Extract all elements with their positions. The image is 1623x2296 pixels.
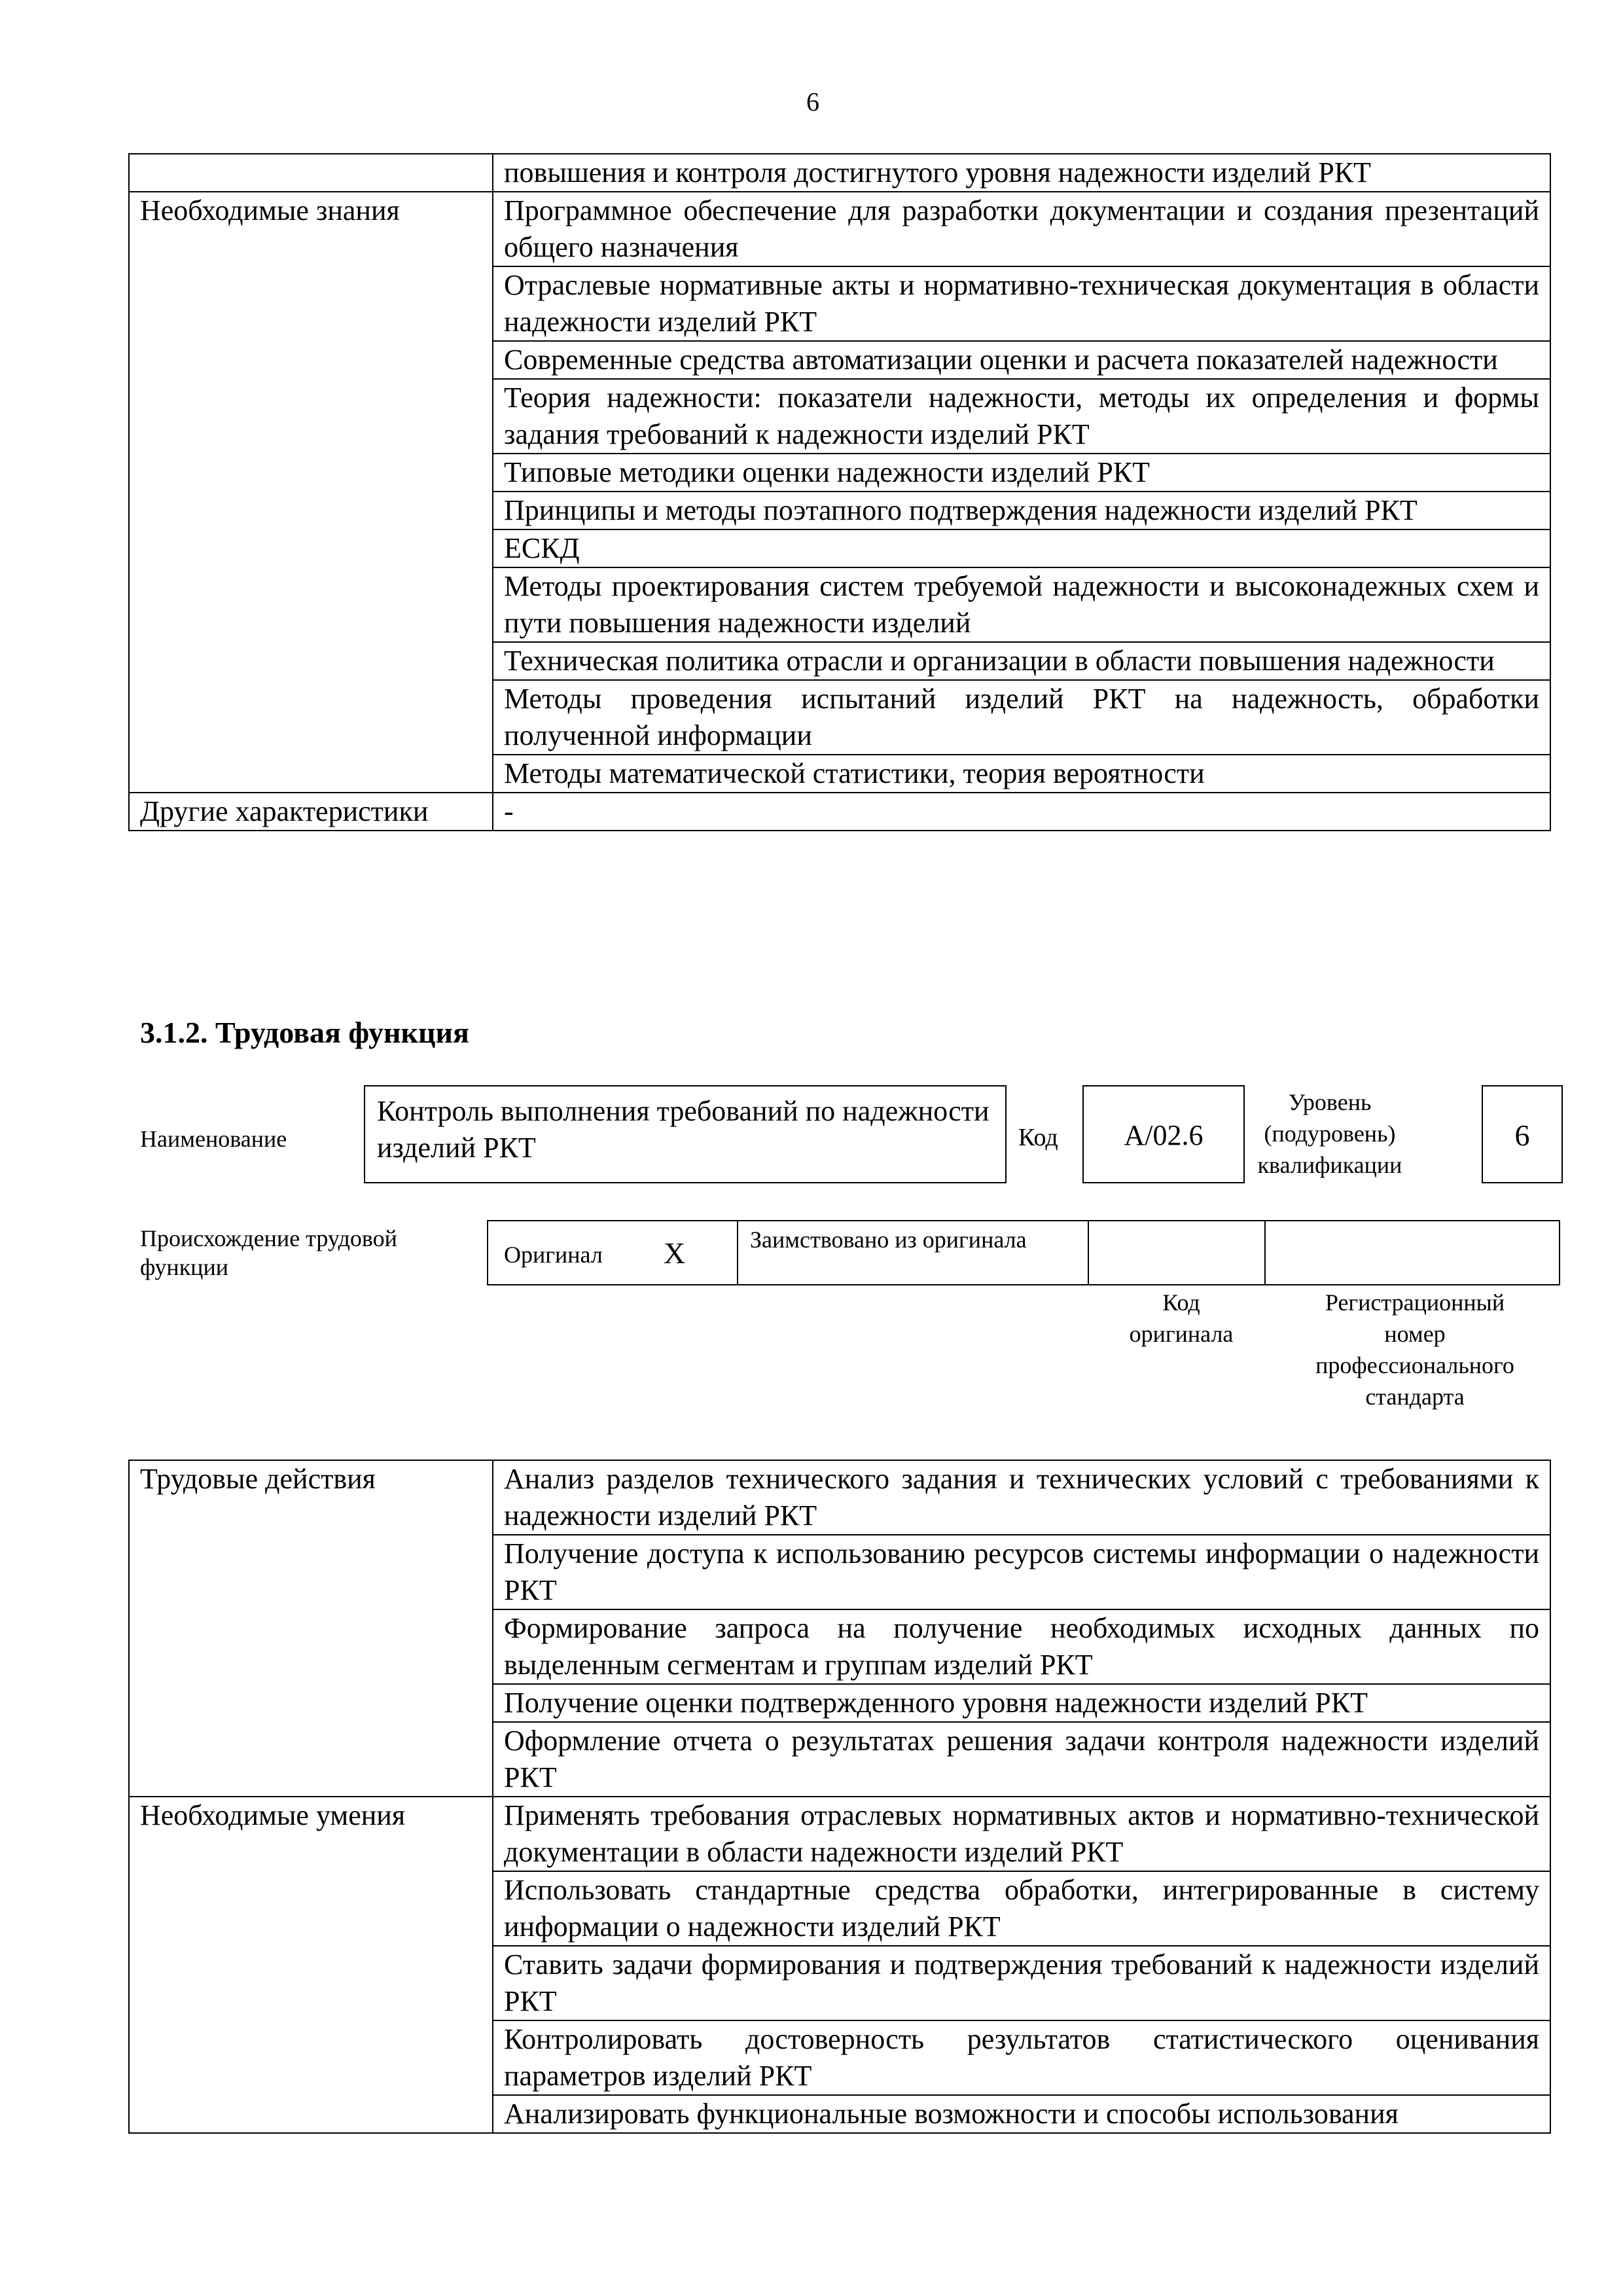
original-code-label-line: оригинала <box>1129 1321 1234 1347</box>
actions-label: Трудовые действия <box>129 1460 493 1797</box>
knowledge-label: Необходимые знания <box>129 192 493 793</box>
action-text: Получение оценки подтвержденного уровня надежности изделий РКТ <box>493 1684 1550 1722</box>
knowledge-table <box>128 153 1551 831</box>
level-value: 6 <box>1482 1085 1563 1183</box>
skill-text: Ставить задачи формирования и подтверждения требований к надежности изделий РКТ <box>493 1946 1550 2020</box>
original-code-label <box>1099 1287 1263 1350</box>
original-label: Оригинал <box>504 1242 603 1268</box>
row-text: Методы математической статистики, теория вероятности <box>493 755 1550 793</box>
row-text: Современные средства автоматизации оценки и расчета показателей надежности <box>493 341 1550 379</box>
registration-number-label <box>1277 1287 1552 1412</box>
table-row <box>129 192 1550 266</box>
name-label: Наименование <box>140 1126 287 1152</box>
original-cell <box>487 1220 738 1285</box>
borrowed-label: Заимствовано из оригинала <box>737 1220 1089 1285</box>
row-text: Принципы и методы поэтапного подтверждения надежности изделий РКТ <box>493 492 1550 529</box>
skill-text: Применять требования отраслевых нормативных актов и нормативно-технической документации в области надежности изделий РКТ <box>493 1797 1550 1871</box>
level-label-line: (подуровень) <box>1264 1121 1396 1147</box>
row-text: повышения и контроля достигнутого уровня надежности изделий РКТ <box>493 154 1550 192</box>
registration-number-cell <box>1264 1220 1560 1285</box>
origin-row <box>488 1220 1560 1285</box>
action-text: Формирование запроса на получение необходимых исходных данных по выделенным сегментам и группам изделий РКТ <box>493 1609 1550 1684</box>
row-text: Методы проведения испытаний изделий РКТ на надежность, обработки полученной информации <box>493 680 1550 755</box>
skills-label: Необходимые умения <box>129 1797 493 2133</box>
row-text: Отраслевые нормативные акты и нормативно-техническая документация в области надежности изделий РКТ <box>493 266 1550 341</box>
action-text: Анализ разделов технического задания и технических условий с требованиями к надежности изделий РКТ <box>493 1460 1550 1535</box>
row-text: Теория надежности: показатели надежности, методы их определения и формы задания требований к надежности изделий РКТ <box>493 379 1550 454</box>
page-number: 6 <box>806 87 819 117</box>
original-code-label-line: Код <box>1162 1289 1200 1316</box>
row-text: Методы проектирования систем требуемой надежности и высоконадежных схем и пути повышения надежности изделий <box>493 567 1550 642</box>
skill-text: Контролировать достоверность результатов статистического оценивания параметров изделий РКТ <box>493 2020 1550 2095</box>
row-label <box>129 154 493 192</box>
table-row <box>129 1797 1550 1871</box>
action-text: Получение доступа к использованию ресурсов системы информации о надежности РКТ <box>493 1535 1550 1609</box>
skill-text: Анализировать функциональные возможности и способы использования <box>493 2095 1550 2133</box>
level-label <box>1251 1086 1408 1181</box>
actions-skills-table <box>128 1460 1551 2134</box>
skill-text: Использовать стандартные средства обработки, интегрированные в систему информации о надежности изделий РКТ <box>493 1871 1550 1946</box>
code-label: Код <box>1018 1124 1058 1151</box>
table-row <box>129 1460 1550 1535</box>
table-row <box>129 154 1550 192</box>
action-text: Оформление отчета о результатах решения задачи контроля надежности изделий РКТ <box>493 1722 1550 1797</box>
level-label-line: квалификации <box>1257 1152 1402 1178</box>
table-row <box>129 793 1550 831</box>
row-text: Программное обеспечение для разработки документации и создания презентаций общего назначения <box>493 192 1550 266</box>
registration-label-line: стандарта <box>1365 1384 1465 1410</box>
level-label-line: Уровень <box>1288 1089 1372 1115</box>
registration-label-line: профессионального <box>1315 1352 1514 1378</box>
origin-label: Происхождение трудовой функции <box>140 1225 397 1280</box>
row-text: ЕСКД <box>493 529 1550 567</box>
section-heading: 3.1.2. Трудовая функция <box>140 1016 469 1049</box>
original-mark: X <box>664 1236 686 1270</box>
code-value: А/02.6 <box>1082 1085 1245 1183</box>
original-code-cell <box>1088 1220 1266 1285</box>
registration-label-line: Регистрационный <box>1325 1289 1505 1316</box>
other-label: Другие характеристики <box>129 793 493 831</box>
name-value: Контроль выполнения требований по надежности изделий РКТ <box>364 1085 1007 1183</box>
row-text: Типовые методики оценки надежности изделий РКТ <box>493 454 1550 492</box>
row-text: Техническая политика отрасли и организации в области повышения надежности <box>493 642 1550 680</box>
registration-label-line: номер <box>1384 1321 1446 1347</box>
row-text: - <box>493 793 1550 831</box>
